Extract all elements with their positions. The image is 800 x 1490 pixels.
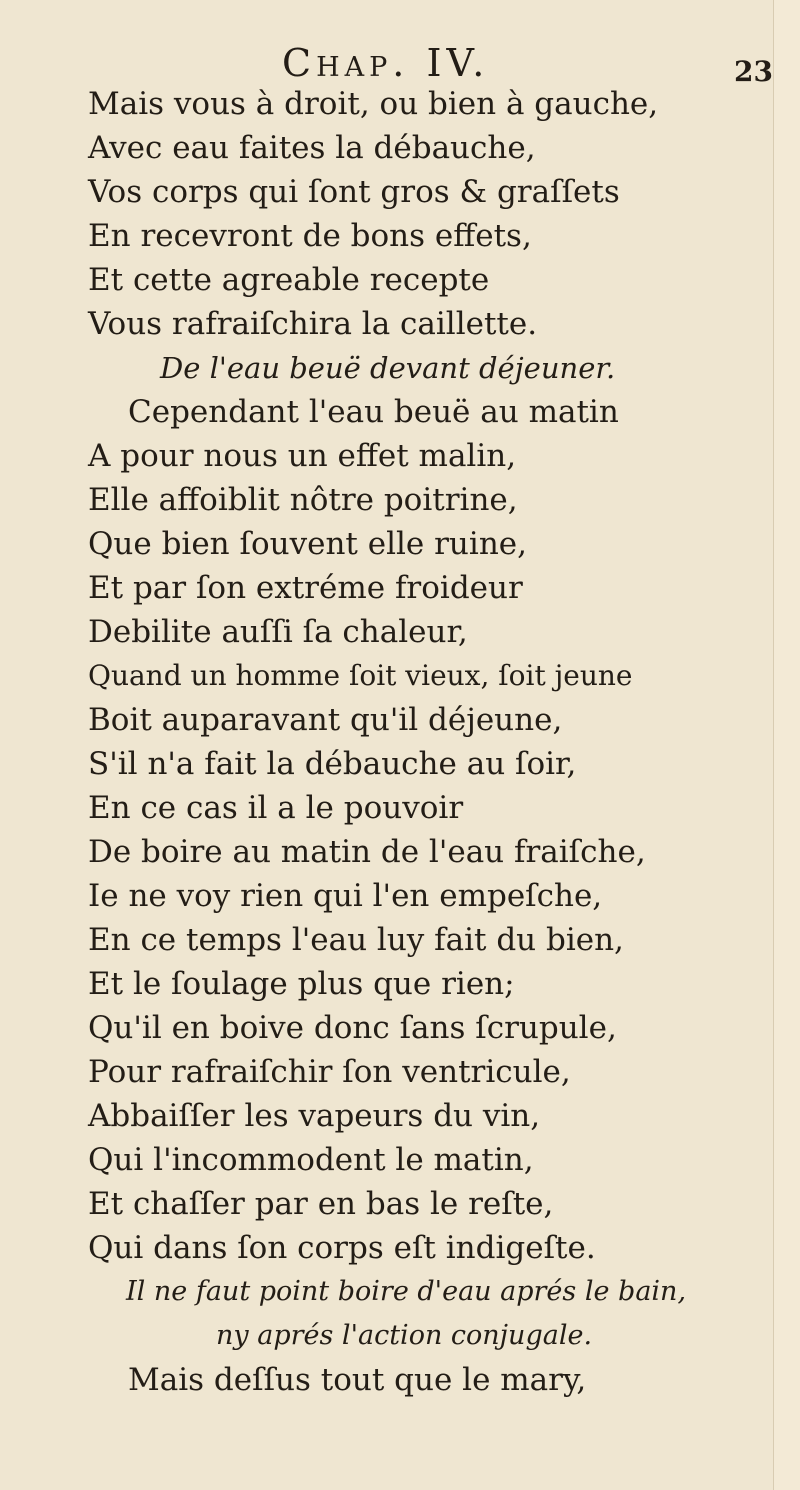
section-heading: De l'eau beuë devant déjeuner. [160, 351, 616, 385]
verse-line: Mais vous à droit, ou bien à gauche, [88, 86, 659, 122]
verse-line: S'il n'a fait la débauche au ſoir, [88, 746, 577, 782]
running-head: Chap. IV. [282, 41, 490, 85]
verse-line: Abbaiſſer les vapeurs du vin, [88, 1098, 541, 1134]
verse-line: Elle affoiblit nôtre poitrine, [88, 482, 518, 518]
verse-line: Que bien ſouvent elle ruine, [88, 526, 527, 562]
verse-line: A pour nous un effet malin, [88, 438, 517, 474]
verse-line: Qu'il en boive donc ſans ſcrupule, [88, 1010, 617, 1046]
verse-line: Quand un homme ſoit vieux, ſoit jeune [88, 659, 633, 692]
verse-line: Et chaſſer par en bas le reſte, [88, 1186, 554, 1222]
verse-line: En ce cas il a le pouvoir [88, 790, 464, 826]
verse-line: Qui l'incommodent le matin, [88, 1142, 534, 1178]
verse-line: Avec eau faites la débauche, [88, 130, 536, 166]
verse-line: Vous rafraiſchira la caillette. [88, 306, 538, 342]
section-heading: Il ne faut point boire d'eau aprés le bain, [126, 1276, 687, 1307]
verse-line: Pour rafraiſchir ſon ventricule, [88, 1054, 571, 1090]
verse-line: Vos corps qui ſont gros & graſſets [88, 174, 620, 210]
verse-line: De boire au matin de l'eau fraiſche, [88, 834, 646, 870]
page-number: 23 [734, 55, 773, 88]
page-header [0, 38, 800, 88]
verse-line: Boit auparavant qu'il déjeune, [88, 702, 563, 738]
verse-line: Ie ne voy rien qui l'en empeſche, [88, 878, 603, 914]
verse-line: Debilite auſſi ſa chaleur, [88, 614, 468, 650]
verse-line: En ce temps l'eau luy fait du bien, [88, 922, 624, 958]
section-heading: ny aprés l'action conjugale. [216, 1320, 593, 1351]
verse-line: Mais deſſus tout que le mary, [128, 1362, 587, 1398]
verse-line: Et cette agreable recepte [88, 262, 490, 298]
verse-line: Et par ſon extréme froideur [88, 570, 523, 606]
verse-line: Qui dans ſon corps eſt indigeſte. [88, 1230, 596, 1266]
verse-line: En recevront de bons effets, [88, 218, 532, 254]
verse-line: Et le ſoulage plus que rien; [88, 966, 515, 1002]
verse-line: Cependant l'eau beuë au matin [128, 394, 619, 430]
facing-page-edge [773, 0, 800, 1490]
